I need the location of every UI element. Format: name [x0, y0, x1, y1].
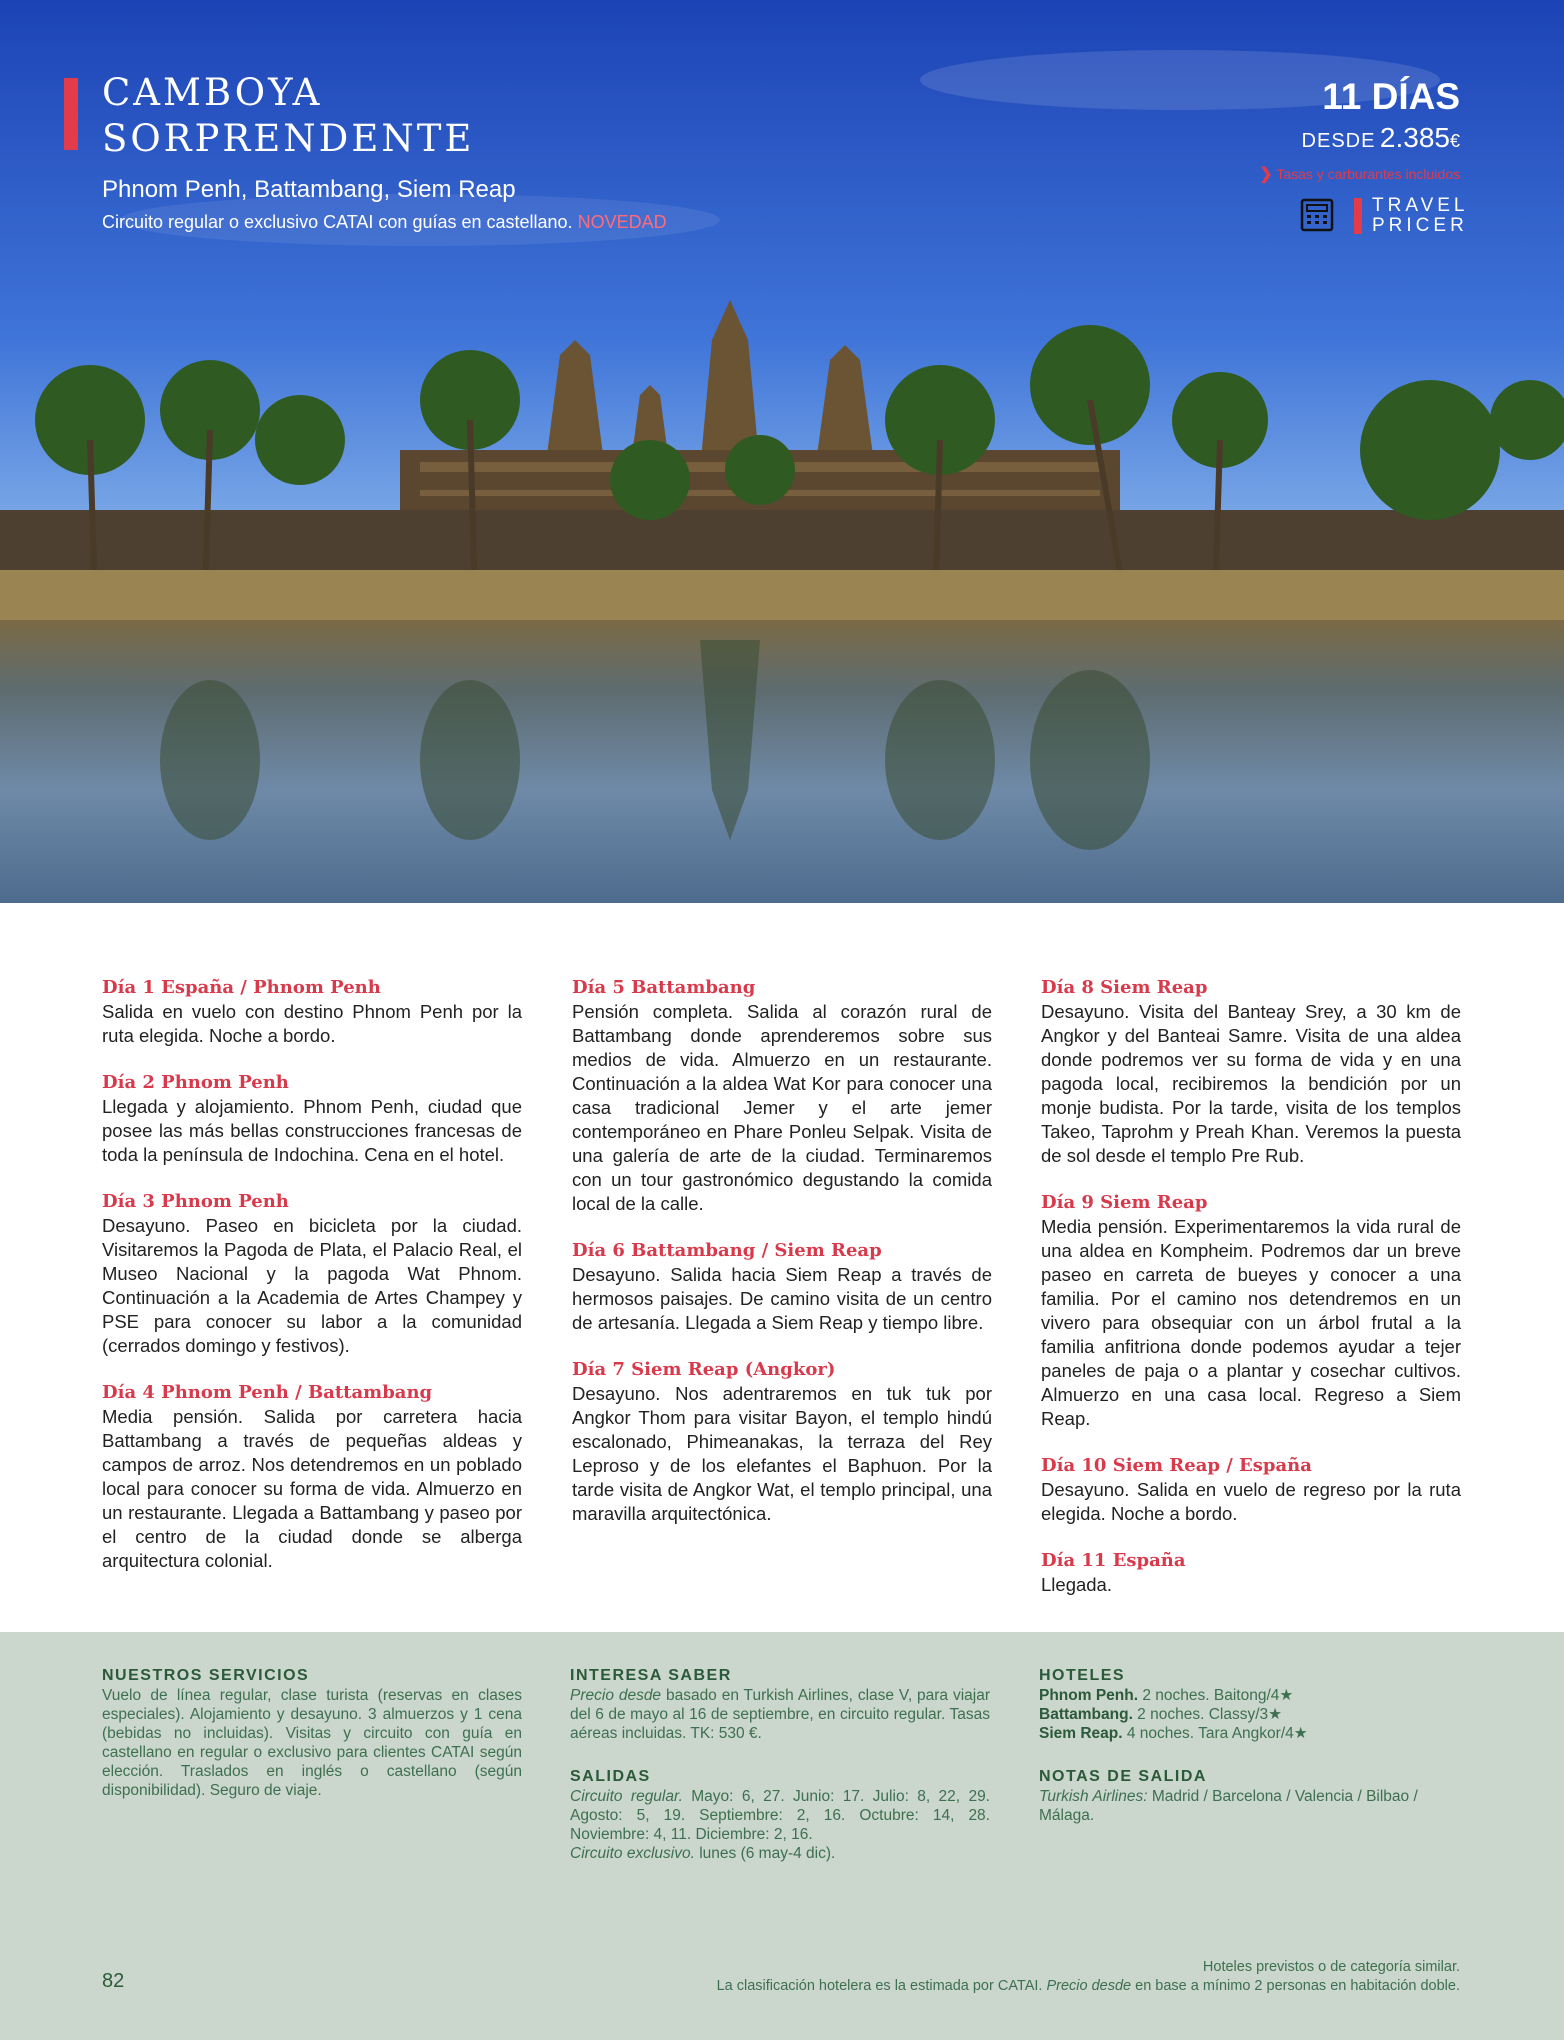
departures-text	[570, 1787, 990, 1863]
travel-pricer-bar	[1354, 198, 1362, 234]
day-text: Desayuno. Salida hacia Siem Reap a través de hermosos paisajes. De camino visita de un centro de artesanía. Llegada a Siem Reap y tiempo libre.	[572, 1264, 992, 1333]
travel-pricer-line-2: PRICER	[1372, 215, 1468, 236]
page-number: 82	[102, 1970, 125, 1992]
itinerary-day	[572, 1239, 992, 1335]
services-heading: NUESTROS SERVICIOS	[102, 1667, 310, 1684]
day-title: Día 3 Phnom Penh	[102, 1191, 289, 1212]
day-text: Pensión completa. Salida al corazón rural de Battambang donde aprenderemos sobre sus medios de vida. Almuerzo en un restaurante. Continuación a la aldea Wat Kor para conocer una casa tradicional Jemer y el arte jemer contemporáneo en Phare Ponleu Selpak. Visita de una galería de arte de la ciudad. Terminaremos con un tour gastronómico degustando la comida local de la calle.	[572, 1001, 992, 1214]
services-text: Vuelo de línea regular, clase turista (reservas en clases especiales). Alojamiento y desayuno. 3 almuerzos y 1 cena (bebidas no incluidas). Visitas y circuito con guía en castellano en regular o exclusivo para clientes CATAI según elección. Traslados en inglés o castellano (según disponibilidad). Seguro de viaje.	[102, 1687, 522, 1799]
day-title: Día 11 España	[1041, 1550, 1186, 1571]
tour-title	[102, 70, 474, 162]
itinerary-day	[102, 1190, 522, 1358]
price-value: 2.385	[1379, 122, 1450, 153]
info-text	[570, 1686, 990, 1743]
hotels-heading: HOTELES	[1039, 1667, 1126, 1684]
chevron-right-icon: ❯	[1259, 166, 1273, 183]
day-text: Desayuno. Nos adentraremos en tuk tuk por Angkor Thom para visitar Bayon, el templo hindú escalonado, Phimeanakas, la terraza del Rey Leproso y de los elefantes el Baphuon. Por la tarde visita de Angkor Wat, el templo principal, una maravilla arquitectónica.	[572, 1383, 992, 1524]
tour-note-text: Circuito regular o exclusivo CATAI con guías en castellano.	[102, 212, 573, 232]
itinerary-column-1	[102, 976, 522, 1596]
itinerary-day	[1041, 1191, 1461, 1431]
itinerary-day	[1041, 976, 1461, 1168]
info-italic: Precio desde	[570, 1687, 662, 1704]
title-line-2: SORPRENDENTE	[102, 117, 475, 160]
disclaimer-line-2c: en base a mínimo 2 personas en habitación doble.	[1131, 1978, 1460, 1994]
price-label: DESDE	[1301, 130, 1376, 152]
day-title: Día 5 Battambang	[572, 977, 756, 998]
disclaimer-line-1: Hoteles previstos o de categoría similar.	[1202, 1959, 1460, 1975]
title-accent-bar	[64, 78, 78, 150]
day-text: Llegada.	[1041, 1574, 1112, 1595]
day-text: Media pensión. Experimentaremos la vida rural de una aldea en Kompheim. Podremos dar un breve paseo en carreta de bueyes y conocer a una familia. Por el camino nos detendremos en un vivero para obsequiar con un árbol frutal a la familia anfitriona donde podemos ayudar a tejer paneles de paja o a plantar y cosechar cultivos. Almuerzo en una casa local. Regreso a Siem Reap.	[1041, 1216, 1461, 1429]
itinerary-day	[102, 976, 522, 1048]
day-text: Desayuno. Paseo en bicicleta por la ciudad. Visitaremos la Pagoda de Plata, el Palacio Real, el Museo Nacional y la pagoda Wat Phnom. Continuación a la Academia de Artes Champey y PSE para conocer su labor a la comunidad (cerrados domingo y festivos).	[102, 1215, 522, 1356]
novedad-badge: NOVEDAD	[577, 212, 667, 232]
hotel-detail: 2 noches. Classy/3★	[1132, 1706, 1283, 1723]
day-text: Llegada y alojamiento. Phnom Penh, ciudad que posee las más bellas construcciones francesas de toda la península de Indochina. Cena en el hotel.	[102, 1096, 522, 1165]
itinerary-day	[102, 1071, 522, 1167]
itinerary-day	[572, 1358, 992, 1526]
notes-cities: Madrid / Barcelona / Valencia / Bilbao / Málaga.	[1039, 1788, 1418, 1824]
hotels-section	[1039, 1666, 1459, 1849]
itinerary-column-3	[1041, 976, 1461, 1620]
departures-regular-label: Circuito regular.	[570, 1788, 683, 1805]
footer-disclaimer	[717, 1958, 1460, 1996]
travel-pricer-line-1: TRAVEL	[1372, 195, 1469, 216]
notes-airline: Turkish Airlines:	[1039, 1788, 1148, 1805]
day-title: Día 6 Battambang / Siem Reap	[572, 1240, 882, 1261]
tour-price	[1302, 122, 1460, 154]
hotel-row	[1039, 1724, 1459, 1743]
travel-pricer-logo[interactable]	[1372, 196, 1469, 236]
itinerary-day	[102, 1381, 522, 1573]
info-heading: INTERESA SABER	[570, 1667, 732, 1684]
day-title: Día 7 Siem Reap (Angkor)	[572, 1359, 836, 1380]
tour-destinations: Phnom Penh, Battambang, Siem Reap	[102, 176, 516, 203]
day-text: Media pensión. Salida por carretera hacia Battambang a través de pequeñas aldeas y campos de arroz. Nos detendremos en un poblado local para conocer su forma de vida. Almuerzo en un restaurante. Llegada a Battambang y paseo por el centro de la ciudad donde se alberga arquitectura colonial.	[102, 1406, 522, 1571]
day-title: Día 1 España / Phnom Penh	[102, 977, 381, 998]
services-section	[102, 1666, 522, 1824]
hotel-row	[1039, 1686, 1459, 1705]
hotel-detail: 4 noches. Tara Angkor/4★	[1122, 1725, 1308, 1742]
hotel-city: Battambang.	[1039, 1706, 1133, 1723]
departures-exclusive-label: Circuito exclusivo.	[570, 1845, 695, 1862]
info-body: basado en Turkish Airlines, clase V, para viajar del 6 de mayo al 16 de septiembre, en circuito regular. Tasas aéreas incluidas. TK: 530 €.	[570, 1687, 990, 1742]
departure-notes-heading: NOTAS DE SALIDA	[1039, 1768, 1207, 1785]
hotel-row	[1039, 1705, 1459, 1724]
departures-regular-dates: Mayo: 6, 27. Junio: 17. Julio: 8, 22, 29. Agosto: 5, 19. Septiembre: 2, 16. Octubre: 14, 28. Noviembre: 4, 11. Diciembre: 2, 16.	[570, 1788, 990, 1843]
itinerary-day	[1041, 1549, 1461, 1597]
day-text: Desayuno. Salida en vuelo de regreso por la ruta elegida. Noche a bordo.	[1041, 1479, 1461, 1524]
hotel-city: Siem Reap.	[1039, 1725, 1123, 1742]
day-text: Salida en vuelo con destino Phnom Penh por la ruta elegida. Noche a bordo.	[102, 1001, 522, 1046]
itinerary-day	[572, 976, 992, 1216]
tour-note	[102, 212, 667, 233]
price-currency: €	[1449, 131, 1460, 151]
tour-duration: 11 DÍAS	[1322, 76, 1460, 117]
day-title: Día 8 Siem Reap	[1041, 977, 1208, 998]
disclaimer-line-2b: Precio desde	[1046, 1978, 1132, 1994]
day-title: Día 10 Siem Reap / España	[1041, 1455, 1312, 1476]
hotel-detail: 2 noches. Baitong/4★	[1138, 1687, 1294, 1704]
info-section	[570, 1666, 990, 1863]
day-title: Día 9 Siem Reap	[1041, 1192, 1208, 1213]
itinerary-column-2	[572, 976, 992, 1549]
departure-notes-text	[1039, 1787, 1459, 1825]
departures-exclusive-dates: lunes (6 may-4 dic).	[694, 1845, 836, 1862]
day-title: Día 2 Phnom Penh	[102, 1072, 289, 1093]
day-title: Día 4 Phnom Penh / Battambang	[102, 1382, 433, 1403]
disclaimer-line-2a: La clasificación hotelera es la estimada por CATAI.	[716, 1978, 1047, 1994]
taxes-text: Tasas y carburantes incluidos	[1276, 166, 1460, 182]
hotel-city: Phnom Penh.	[1039, 1687, 1139, 1704]
title-line-1: CAMBOYA	[102, 71, 323, 114]
taxes-note	[1259, 164, 1460, 184]
departures-heading: SALIDAS	[570, 1768, 651, 1785]
itinerary-day	[1041, 1454, 1461, 1526]
day-text: Desayuno. Visita del Banteay Srey, a 30 km de Angkor y del Banteai Samre. Visita de una aldea donde podremos ver su forma de vida y en una pagoda local, recibiremos la bendición por un monje budista. Por la tarde, visita de los templos Takeo, Taprohm y Preah Khan. Veremos la puesta de sol desde el templo Pre Rub.	[1041, 1001, 1461, 1166]
calculator-icon	[1300, 198, 1334, 232]
